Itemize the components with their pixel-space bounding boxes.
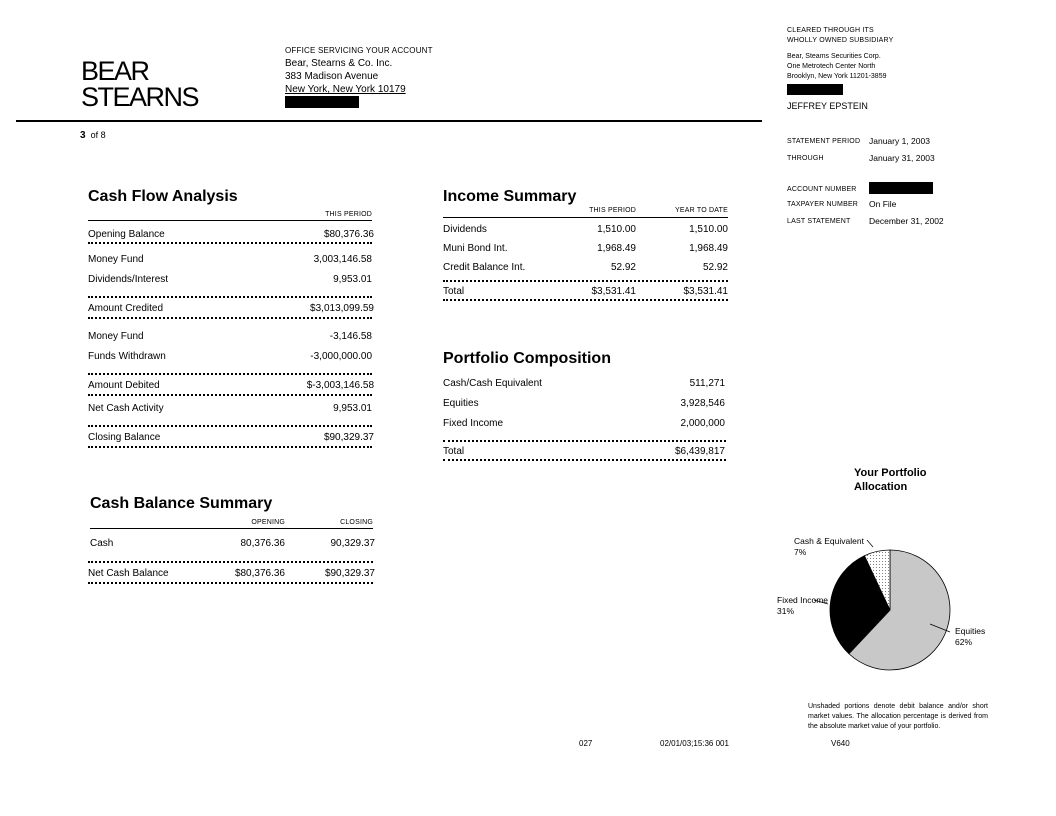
page-number: 3 (80, 130, 86, 141)
through-label: THROUGH (787, 155, 824, 162)
leader-line-cash (867, 540, 873, 547)
clearing-line-1: CLEARED THROUGH ITS (787, 27, 874, 34)
divider (443, 280, 728, 282)
office-street: 383 Madison Avenue (285, 71, 379, 82)
divider (88, 582, 373, 584)
income-col-ytd: YEAR TO DATE (675, 207, 728, 214)
allocation-title-line-2: Allocation (854, 481, 908, 493)
header-divider (16, 120, 762, 122)
redaction-bar (285, 96, 359, 108)
slice-pct-fixed: 31% (777, 606, 795, 616)
portfolio-row-label: Fixed Income (443, 418, 504, 429)
cash-balance-row-closing: 90,329.37 (330, 538, 375, 549)
last-statement-label: LAST STATEMENT (787, 218, 851, 225)
page-indicator (80, 130, 106, 141)
income-row-period: $3,531.41 (591, 286, 636, 297)
cash-balance-row-label: Cash (90, 538, 114, 549)
logo-line-2: STEARNS (81, 82, 199, 112)
income-row-period: 52.92 (610, 262, 636, 273)
cash-balance-row-opening: 80,376.36 (240, 538, 285, 549)
slice-pct-cash: 7% (794, 547, 807, 557)
redaction-bar (787, 84, 843, 95)
income-row-ytd: 1,968.49 (689, 243, 728, 254)
divider (88, 220, 372, 221)
bear-stearns-logo (81, 58, 198, 110)
divider (88, 373, 372, 375)
client-name: JEFFREY EPSTEIN (787, 101, 868, 111)
income-col-period: THIS PERIOD (589, 207, 636, 214)
allocation-title-line-1: Your Portfolio (854, 467, 927, 479)
cf-row-label: Opening Balance (88, 229, 165, 240)
cf-row-value: -3,000,000.00 (310, 351, 372, 362)
statement-period-start: January 1, 2003 (869, 136, 930, 146)
cf-row-value: $3,013,099.59 (310, 303, 374, 314)
cash-flow-col-header: THIS PERIOD (325, 211, 372, 218)
portfolio-composition-title: Portfolio Composition (443, 350, 611, 367)
portfolio-row-label: Equities (443, 398, 479, 409)
income-row-ytd: 52.92 (702, 262, 728, 273)
clearing-street: One Metrotech Center North (787, 63, 876, 70)
footer-timestamp: 02/01/03;15:36 001 (660, 739, 729, 748)
income-row-ytd: 1,510.00 (689, 224, 728, 235)
cf-row-value: -3,146.58 (329, 331, 372, 342)
slice-label-fixed: Fixed Income (777, 595, 829, 605)
cash-balance-row-opening: $80,376.36 (234, 568, 285, 579)
cf-row-value: $90,329.37 (323, 432, 374, 443)
cash-flow-title: Cash Flow Analysis (88, 188, 238, 205)
logo-line-1: BEAR (81, 56, 149, 86)
cf-row-label: Money Fund (88, 254, 144, 265)
portfolio-row-value: $6,439,817 (674, 446, 725, 457)
cash-balance-col-closing: CLOSING (340, 519, 373, 526)
cf-row-label: Amount Credited (88, 303, 164, 314)
divider (88, 446, 372, 448)
divider (90, 528, 373, 529)
divider (443, 440, 726, 442)
slice-label-cash: Cash & Equivalent (794, 536, 864, 546)
cash-balance-row-label: Net Cash Balance (88, 568, 169, 579)
divider (88, 561, 373, 563)
account-number-redacted (869, 182, 933, 194)
clearing-name: Bear, Steams Securities Corp. (787, 53, 881, 60)
income-row-label: Muni Bond Int. (443, 243, 508, 254)
income-row-label: Credit Balance Int. (443, 262, 526, 273)
clearing-info (787, 26, 894, 99)
taxpayer-number-value: On File (869, 199, 897, 209)
portfolio-row-value: 3,928,546 (680, 398, 725, 409)
divider (443, 299, 728, 301)
footer-code-1: 027 (579, 739, 593, 748)
cf-row-value: 3,003,146.58 (313, 254, 372, 265)
income-row-period: 1,968.49 (597, 243, 636, 254)
taxpayer-number-label: TAXPAYER NUMBER (787, 201, 859, 208)
cf-row-value: $-3,003,146.58 (306, 380, 374, 391)
cf-row-label: Closing Balance (88, 432, 161, 443)
office-label: OFFICE SERVICING YOUR ACCOUNT (285, 46, 433, 55)
cf-row-label: Funds Withdrawn (88, 351, 166, 362)
slice-pct-equities: 62% (955, 637, 973, 647)
footer-code-2: V640 (831, 739, 850, 748)
divider (88, 296, 372, 298)
clearing-city: Brooklyn, New York 11201-3859 (787, 73, 887, 80)
pie-slices (830, 550, 950, 670)
cf-row-label: Amount Debited (88, 380, 160, 391)
portfolio-row-value: 511,271 (689, 378, 725, 389)
divider (443, 459, 726, 461)
cf-row-label: Dividends/Interest (88, 274, 169, 285)
cf-row-value: $80,376.36 (323, 229, 374, 240)
income-row-ytd: $3,531.41 (683, 286, 728, 297)
divider (88, 317, 372, 319)
cash-balance-title: Cash Balance Summary (90, 495, 273, 512)
page-of: of 8 (90, 130, 106, 140)
allocation-note: Unshaded portions denote debit balance and/or short market values. The allocation percentage is derived from the absolute market value of your portfolio. (808, 703, 988, 730)
allocation-pie-chart (770, 530, 1010, 680)
account-number-label: ACCOUNT NUMBER (787, 186, 857, 193)
income-row-period: 1,510.00 (597, 224, 636, 235)
office-name: Bear, Stearns & Co. Inc. (285, 58, 393, 69)
cf-row-label: Money Fund (88, 331, 144, 342)
income-row-label: Total (443, 286, 465, 297)
office-city: New York, New York 10179 (285, 84, 406, 95)
cash-balance-row-closing: $90,329.37 (324, 568, 375, 579)
divider (88, 242, 372, 244)
cf-row-label: Net Cash Activity (88, 403, 164, 414)
slice-label-equities: Equities (955, 626, 986, 636)
income-row-label: Dividends (443, 224, 487, 235)
clearing-line-2: WHOLLY OWNED SUBSIDIARY (787, 37, 894, 44)
office-address (285, 44, 433, 112)
divider (88, 425, 372, 427)
cash-balance-col-opening: OPENING (251, 519, 285, 526)
income-summary-title: Income Summary (443, 188, 577, 205)
divider (88, 394, 372, 396)
cf-row-value: 9,953.01 (333, 403, 372, 414)
cf-row-value: 9,953.01 (333, 274, 372, 285)
portfolio-row-label: Cash/Cash Equivalent (443, 378, 542, 389)
portfolio-row-label: Total (443, 446, 465, 457)
divider (443, 217, 728, 218)
portfolio-row-value: 2,000,000 (680, 418, 725, 429)
statement-period-label: STATEMENT PERIOD (787, 138, 861, 145)
statement-period-end: January 31, 2003 (869, 153, 935, 163)
last-statement-value: December 31, 2002 (869, 216, 944, 226)
allocation-title (854, 466, 927, 494)
